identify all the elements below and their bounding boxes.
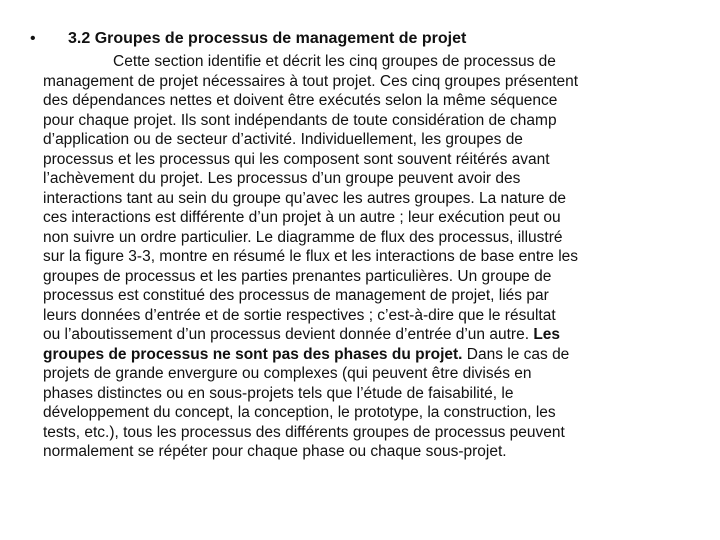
paragraph-line: tests, etc.), tous les processus des différents groupes de processus peuvent (43, 423, 565, 441)
paragraph-line: leurs données d’entrée et de sortie respectives ; c’est-à-dire que le résultat (43, 306, 556, 324)
paragraph-line: l’achèvement du projet. Les processus d’un groupe peuvent avoir des (43, 170, 521, 187)
section-heading (30, 28, 466, 50)
paragraph-line: normalement se répéter pour chaque phase ou chaque sous-projet. (43, 443, 507, 460)
paragraph-line: développement du concept, la conception, le prototype, la construction, les (43, 404, 556, 421)
paragraph-line: phases distinctes ou en sous-projets tels que l’étude de faisabilité, le (43, 384, 514, 402)
paragraph-line: management de projet nécessaires à tout projet. Ces cinq groupes présentent (43, 72, 579, 90)
emphasis-text: Les (533, 326, 561, 343)
paragraph-line: ces interactions est différente d’un projet à un autre ; leur exécution peut ou (43, 209, 561, 226)
paragraph-line: processus est constitué des processus de management de projet, liés par (43, 287, 549, 304)
paragraph-line: processus et les processus qui les composent sont souvent réitérés avant (43, 150, 550, 168)
paragraph-line: des dépendances nettes et doivent être exécutés selon la même séquence (43, 92, 558, 109)
section-title: 3.2 Groupes de processus de management de projet (68, 30, 467, 47)
paragraph-line: groupes de processus et les parties prenantes particulières. Un groupe de (43, 267, 552, 285)
paragraph-line: projets de grande envergure ou complexes (qui peuvent être divisés en (43, 365, 532, 382)
emphasis-text: groupes de processus ne sont pas des phases du projet. (43, 345, 463, 363)
paragraph-line: interactions tant au sein du groupe qu’avec les autres groupes. La nature de (43, 189, 567, 207)
paragraph-line (43, 325, 683, 345)
paragraph-line: pour chaque projet. Ils sont indépendants de toute considération de champ (43, 111, 557, 129)
paragraph-line: d’application ou de secteur d’activité. Individuellement, les groupes de (43, 131, 523, 148)
paragraph-line (43, 345, 683, 365)
bullet-icon: • (30, 30, 36, 47)
paragraph-text: Dans le cas de (462, 345, 570, 363)
paragraph-line: Cette section identifie et décrit les cinq groupes de processus de (113, 53, 556, 70)
paragraph-text: ou l’aboutissement d’un processus devient donnée d’entrée d’un autre. (43, 326, 534, 343)
body-paragraph (43, 52, 683, 462)
paragraph-line: non suivre un ordre particulier. Le diagramme de flux des processus, illustré (43, 228, 563, 246)
paragraph-line: sur la figure 3-3, montre en résumé le flux et les interactions de base entre les (43, 248, 579, 265)
